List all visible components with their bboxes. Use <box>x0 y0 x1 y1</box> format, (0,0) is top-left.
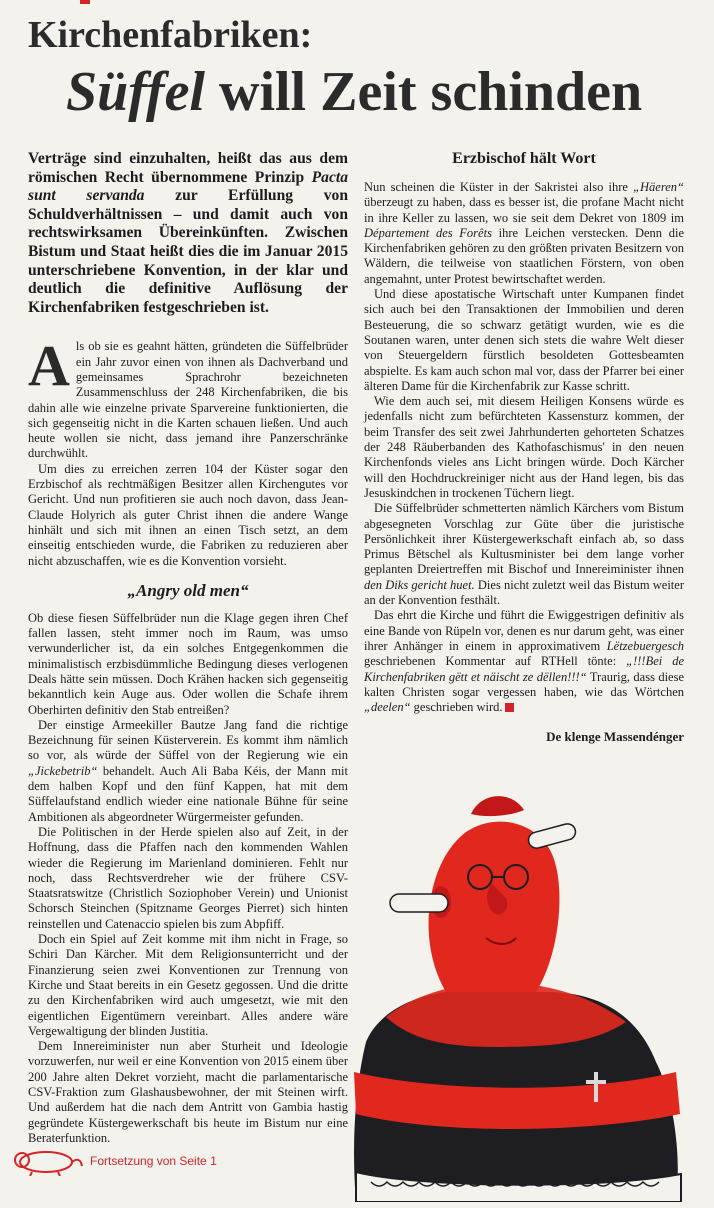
paragraph-12-text-d: geschrieben wird. <box>410 700 503 715</box>
paragraph-1 <box>28 333 348 461</box>
top-bar <box>0 0 714 10</box>
paragraph-12-term: Lëtzebuergesch <box>606 638 684 653</box>
paragraph-1-text: ls ob sie es geahnt hätten, gründeten die Süffelbrüder ein Jahr zuvor einen von ihnen als Dachverband und gemeinsames Sprachrohr bezeichneten Zusammenschluss der 248 Kirchenfabriken, die bis dahin alle wie einzelne private Sparvereine funktionierten, die sich gegenseitig nicht in die Karten schauen ließen. Und auch heute wollen sie nicht, dass jemand ihre Panzerschränke durchwühlt. <box>28 339 348 461</box>
cardinal-cartoon-illustration <box>296 742 696 1202</box>
paragraph-11 <box>364 501 684 608</box>
paragraph-8-term2: Département des Forêts <box>364 225 492 240</box>
article-headline <box>66 56 706 128</box>
headline-name: Süffel <box>66 61 205 123</box>
paragraph-12-text-a: Das ehrt die Kirche und führt die Ewiggestrigen definitiv als eine Bande von Rüpeln vor, denen es nur darum geht, was einer ihrer Anhänger in einem in approximativem <box>364 608 684 653</box>
byline: De klenge Massendénger <box>546 729 684 745</box>
subhead-erzbischof: Erzbischof hält Wort <box>452 150 596 167</box>
continuation-label: Fortsetzung von Seite 1 <box>90 1154 217 1168</box>
drop-cap: A <box>28 333 70 399</box>
paragraph-12-text-b: geschriebenen Kommentar auf RTHell tönte: <box>364 654 627 669</box>
paragraph-12-quote: „!!!Bei de Kirchenfabriken gëtt et näischt ze dëllen!!!“ <box>364 654 684 684</box>
paragraph-11-text-a: Die Süffelbrüder schmetterten nämlich Kärchers vom Bistum abgesegneten Vorschlag zur Güte über die juristische Persönlichkeit ihrer Küstergewerkschaft einfach ab, so dass Primus Bëtschel als Kultusminister bei dem lange vorher geplanten Dreiertreffen mit Bischof und Innereiminister ihnen <box>364 501 684 577</box>
paragraph-2: Um dies zu erreichen zerren 104 der Küster sogar den Erzbischof als rechtmäßigen Besitzer allen Kirchengutes vor Gericht. Und nun profitieren sie auch noch davon, dass Jean-Claude Holyrich als guter Christ ihnen die andere Wange hinhält und sich mit ihnen an einen Tisch setzt, an dem einseitig entschieden wurde, die Fabriken zu reduzieren aber nicht abzuschaffen, wie es die Konvention vorsieht. <box>28 461 348 568</box>
paragraph-4-term: „Jickebetrib“ <box>28 763 98 778</box>
lead-latin: Pacta sunt servanda <box>28 168 348 205</box>
paragraph-8-term: „Häeren“ <box>633 180 684 194</box>
paragraph-8-text-c: ihre Leichen verstecken. Denn die Kirchenfabriken gehören zu den größten privaten Besitzern von Wäldern, die teilweise von staatlichen Förstern, von oben angemahnt, unter Protest bewirtschaftet werden. <box>364 225 684 286</box>
pig-logo-icon <box>8 1146 86 1176</box>
paragraph-3: Ob diese fiesen Süffelbrüder nun die Klage gegen ihren Chef fallen lassen, steht immer noch im Raum, was umso verwunderlicher ist, da ein solches Entgegenkommen die minimalistisch erzbisdümmliche Bedingung dieses verlogenen Deals hätte sein müssen. Doch Krähen hacken sich gegenseitig bekanntlich kein Auge aus. Oder wollen die Schafe ihrem Oberhirten definitiv den Stab entreißen? <box>28 610 348 717</box>
paragraph-6: Doch ein Spiel auf Zeit komme mit ihm nicht in Frage, so Schiri Dan Kärcher. Mit dem Religionsunterricht und der Finanzierung seien zwei Konventionen zur Trennung von Kirche und Staat bereits in ein Gesetz gegossen. Und die dritte zu den Kirchenfabriken wird auch umgesetzt, wie mit den eigentlichen Eigentümern vereinbart. Alles andere wäre Vergewaltigung der blinden Justitia. <box>28 932 348 1038</box>
right-column <box>364 150 684 745</box>
paragraph-4-text-a: Der einstige Armeekiller Bautze Jang fand die richtige Bezeichnung für seinen Küsterverein. Es kommt ihm nämlich so vor, als würde der Süffel von der Regierung wie ein <box>28 717 348 763</box>
paragraph-8-text-b: überzeugt zu haben, dass es besser ist, die profane Macht nicht in ihre Keller zu lassen, wo sie seit dem Dekret von 1809 im <box>364 195 684 225</box>
lead-text-2: zur Erfüllung von Schuldverhältnissen – und damit auch von rechtswirksamen Übereinkünften. Zwischen Bistum und Staat heißt dies die im Januar 2015 unterschriebene Konvention, in der klar und deutlich die definitive Auflösung der Kirchenfabriken festgeschrieben ist. <box>28 187 348 316</box>
paragraph-7: Dem Innereiminister nun aber Sturheit und Ideologie vorzuwerfen, nur weil er eine Konvention von 2015 einem über 200 Jahre alten Dekret vorzieht, macht die parlamentarische CSV-Fraktion zum Glashausbewohner, der mit Steinen wirft. Und außerdem hat die nach dem Antritt von Gambia hastig gegründete Küstergewerkschaft bis heute im Bistum nur eine Beraterfunktion. <box>28 1039 348 1145</box>
end-mark <box>505 703 514 712</box>
subhead-angry-old-men: „Angry old men“ <box>127 580 249 600</box>
top-red-mark <box>80 0 90 4</box>
paragraph-10: Wie dem auch sei, mit diesem Heiligen Konsens würde es jedenfalls nicht zum befürchteten Kassensturz kommen, der beim Transfer des seit zwei Jahrhunderten gehorteten Schatzes der 248 Räuberbanden des Kathofaschismus' in den neuen Kirchenfonds vieles ans Licht bringen würde. Doch Kärcher will den Hochdruckreiniger nicht aus der Hand legen, bis das Jesuskindchen in trockenen Tüchern liegt. <box>364 394 684 500</box>
lead-paragraph <box>28 150 348 317</box>
article-kicker: Kirchenfabriken: <box>28 14 313 56</box>
paragraph-12-term2: „deelen“ <box>364 700 411 715</box>
paragraph-4-text-b: behandelt. Auch Ali Baba Kéis, der Mann mit dem halben Kopf und den fünf Kappen, hat mit dem Süffelaufstand endlich wieder eine nationale Bühne für seine Ambitionen als abgeordneter Würgermeister gefunden. <box>28 763 348 824</box>
footer-continuation <box>8 1146 268 1176</box>
paragraph-11-term: den Diks gericht huet. <box>364 577 475 592</box>
paragraph-9: Und diese apostatische Wirtschaft unter Kumpanen findet sich auch bei den Transaktionen der Immobilien und deren Besteuerung, die so schwarz getätigt wurden, wie es die Soutanen waren, unter denen sich stets die wahre Welt dieser von Steuergeldern fürstlich besoldeten Gottesbeamten abspielte. Es kam auch schon mal vor, dass der Pfarrer bei einer älteren Dame für die Kirchenfabrik zur Kasse schritt. <box>364 287 684 393</box>
headline-rest: will Zeit schinden <box>205 61 643 123</box>
paragraph-12-text-c: Traurig, dass diese kalten Christen sogar vergessen haben, wie das Wörtchen <box>364 669 685 699</box>
paragraph-8-text-a: Nun scheinen die Küster in der Sakristei also ihre <box>364 180 634 194</box>
paragraph-5: Die Politischen in der Herde spielen also auf Zeit, in der Hoffnung, dass die Pfaffen nach den kommenden Wahlen wieder die Regierung im Marienland dominieren. Fehlt nur noch, dass Rechtsverdreher wie der frühere CSV-Staatsratswitze (Christlich Soziophober Verein) und Unionist Schorsch Steinchen (Spitzname Georges Pierret) sich hinten reinstellen und Catenaccio spielen bis zum Abpfiff. <box>28 824 348 931</box>
paragraph-11-text-b: Dies nicht zuletzt weil das Bistum weiter an der Konvention festhält. <box>364 577 684 608</box>
paragraph-12 <box>364 608 684 715</box>
lead-text-1: Verträge sind einzuhalten, heißt das aus dem römischen Recht übernommene Prinzip <box>28 150 348 186</box>
paragraph-8 <box>364 180 684 287</box>
